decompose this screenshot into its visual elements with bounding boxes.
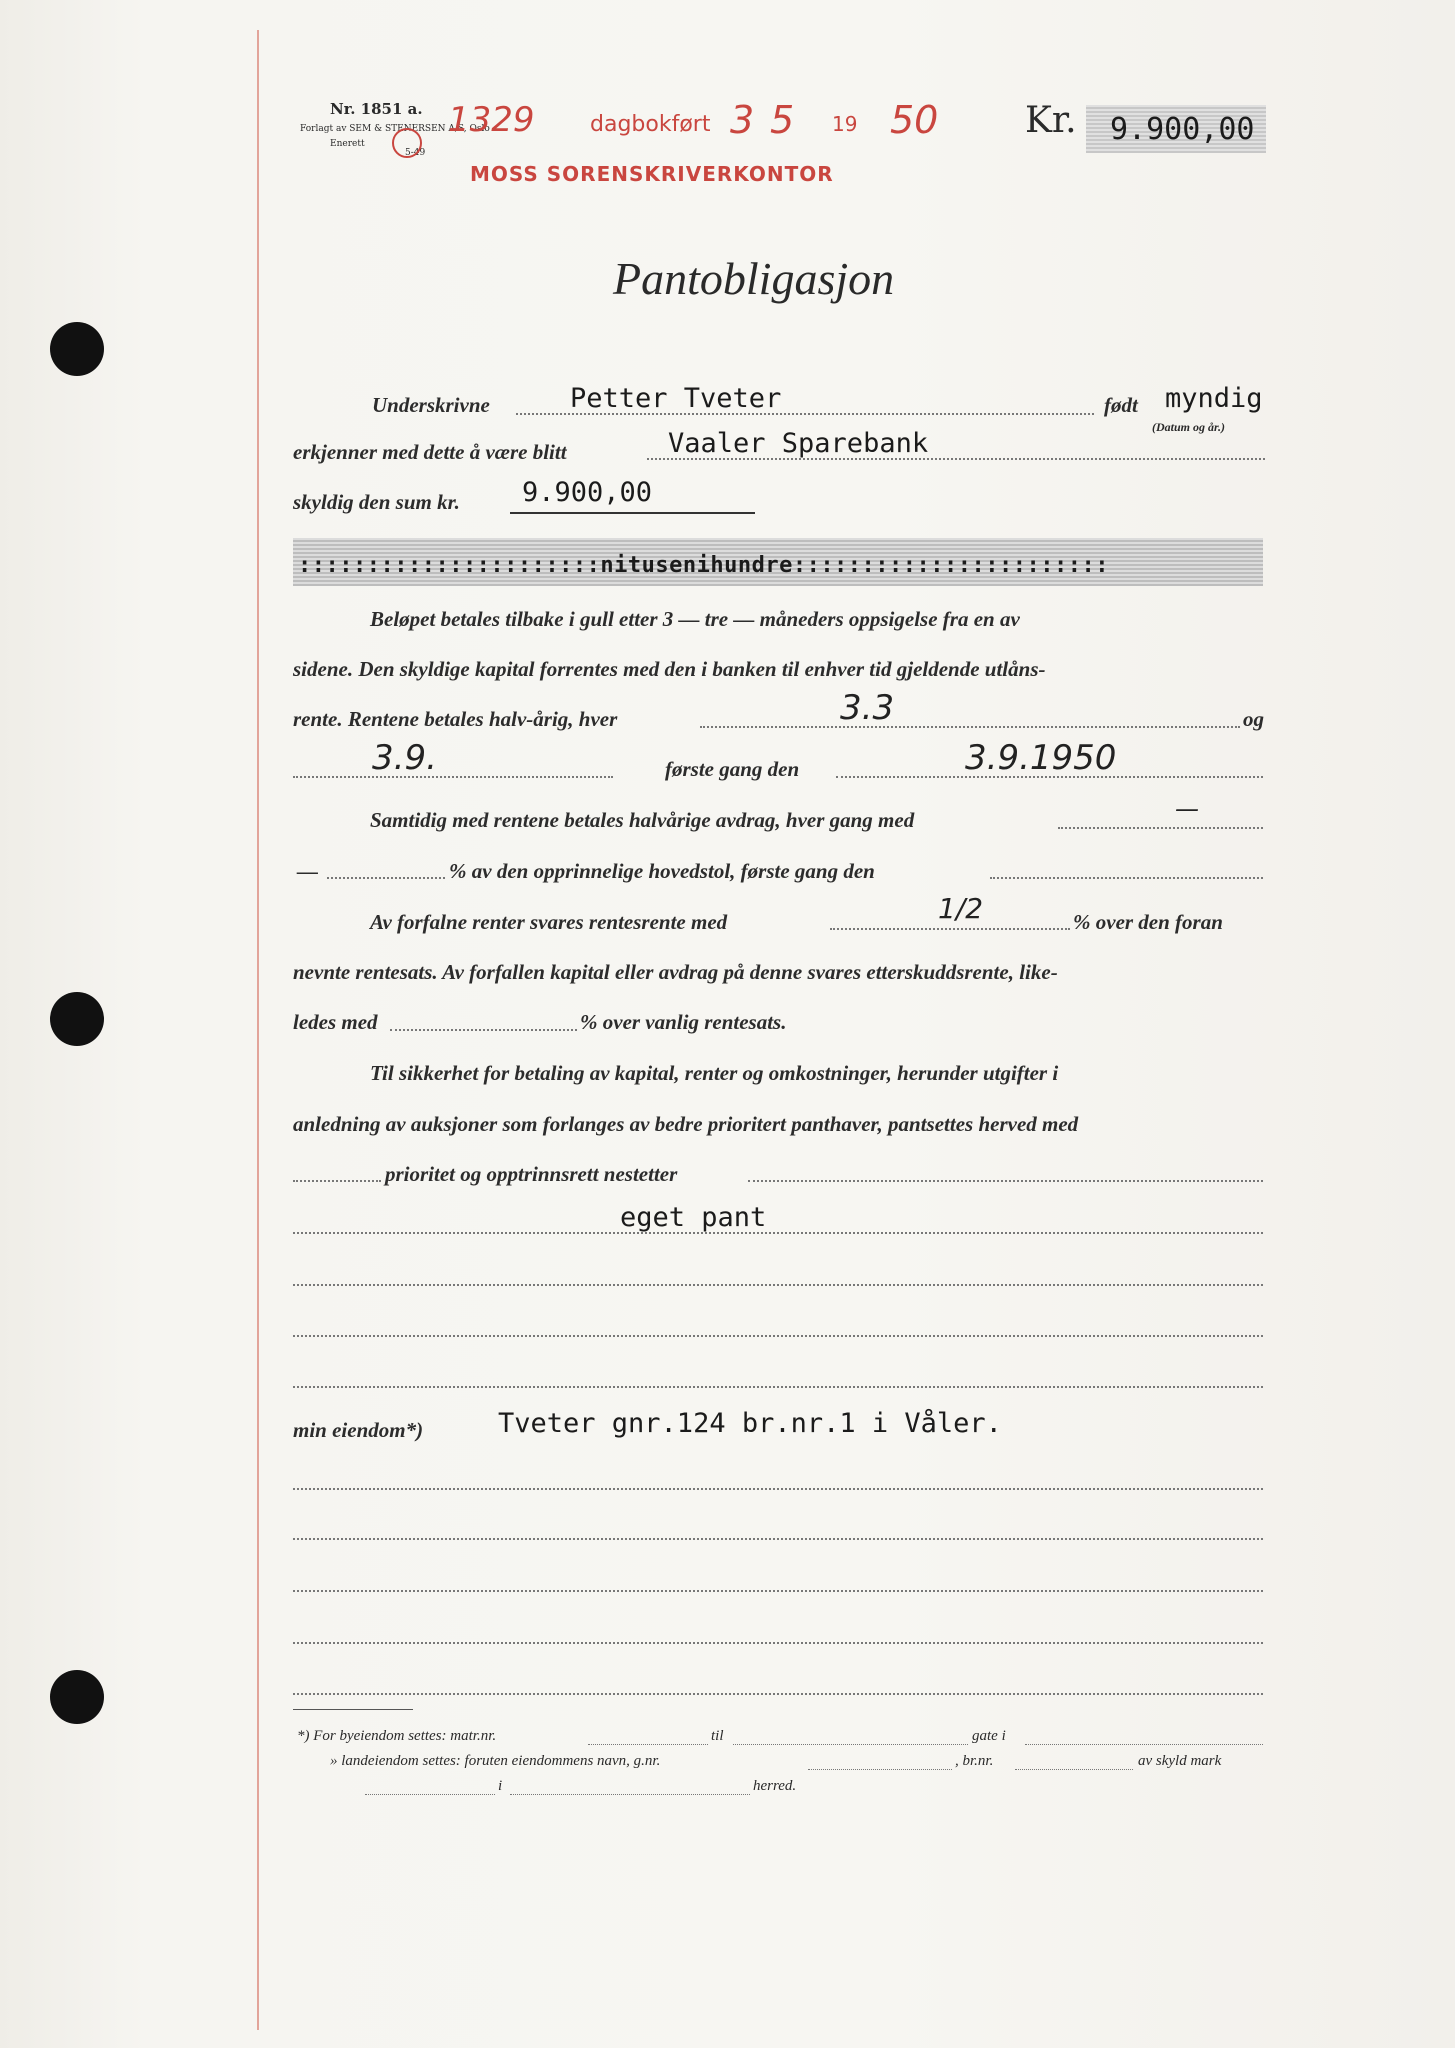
p2-pct-line (327, 877, 445, 879)
punch-hole-middle (50, 992, 104, 1046)
p1-line1: Beløpet betales tilbake i gull etter 3 — tre — måneders oppsigelse fra en av (370, 607, 1020, 631)
footnote-line2-b: , br.nr. (955, 1753, 994, 1769)
p4-blank-line-3 (293, 1335, 1263, 1337)
stamp-word: dagbokført (590, 112, 711, 137)
p3-line1: Av forfalne renter svares rentesrente med (370, 910, 728, 934)
property-line-5 (293, 1693, 1263, 1695)
footnote-fill-2 (733, 1744, 968, 1745)
p2-line2-fill (990, 877, 1263, 879)
owed-value: 9.900,00 (522, 477, 653, 508)
footnote-line1-b: til (711, 1728, 724, 1744)
p3-line3-fill (390, 1029, 577, 1031)
footnote-fill-5 (1015, 1769, 1133, 1770)
p3-line1-b: % over den foran (1073, 910, 1223, 934)
stamp-month: 5 (770, 98, 795, 142)
margin-line (257, 30, 259, 2030)
p1-line3: rente. Rentene betales halv-årig, hver (293, 707, 618, 731)
property-value: Tveter gnr.124 br.nr.1 i Våler. (498, 1408, 1002, 1439)
stamp-seal-icon (392, 128, 422, 158)
property-line-2 (293, 1538, 1263, 1540)
owed-line (510, 512, 755, 514)
p2-line1: Samtidig med rentene betales halvårige avdrag, hver gang med (370, 808, 915, 832)
footnote-line1-c: gate i (972, 1728, 1006, 1744)
p4-line2: anledning av auksjoner som forlanges av bedre prioritert panthaver, pantsettes herved med (293, 1112, 1079, 1136)
p2-line2-prefix: — (297, 859, 318, 883)
p4-blank-line-1 (293, 1232, 1263, 1234)
property-line-3 (293, 1590, 1263, 1592)
footnote-rule (293, 1709, 413, 1710)
p2-line1-fill (1058, 827, 1263, 829)
footnote-fill-7 (510, 1794, 750, 1795)
p4-line1: Til sikkerhet for betaling av kapital, renter og omkostninger, herunder utgifter i (370, 1061, 1059, 1085)
p4-blank-line-2 (293, 1284, 1263, 1286)
punch-hole-top (50, 322, 104, 376)
born-value: myndig (1165, 383, 1263, 414)
kr-label: Kr. (1025, 100, 1077, 141)
property-line-4 (293, 1642, 1263, 1644)
p1-line2: sidene. Den skyldige kapital forrentes med den i banken til enhver tid gjeldende utlåns- (293, 657, 1046, 681)
p1-date-line (293, 776, 613, 778)
punch-hole-bottom (50, 1670, 104, 1724)
undersigned-label: Underskrivne (372, 393, 490, 417)
footnote-line3-a: i (498, 1778, 503, 1794)
stamp-office: MOSS SORENSKRIVERKONTOR (470, 162, 834, 186)
footnote-line3-b: herred. (753, 1778, 797, 1794)
p4-value: eget pant (620, 1202, 767, 1233)
publisher-date: 5-49 (405, 148, 426, 158)
p3-rate-value: 1/2 (938, 892, 984, 925)
publisher-enerett: Enerett (330, 139, 365, 149)
footnote-fill-4 (808, 1769, 952, 1770)
p3-line3-b: % over vanlig rentesats. (580, 1010, 787, 1034)
p4-blank-line-4 (293, 1386, 1263, 1388)
stamp-number: 1329 (448, 100, 535, 140)
p3-line2: nevnte rentesats. Av forfallen kapital eller avdrag på denne svares etterskuddsrente, like- (293, 960, 1058, 984)
born-hint: (Datum og år.) (1152, 420, 1226, 434)
born-label: født (1104, 393, 1138, 417)
footnote-fill-6 (365, 1794, 495, 1795)
form-number: Nr. 1851 a. (330, 100, 423, 118)
property-line-1 (293, 1488, 1263, 1490)
stamp-year: 50 (890, 98, 939, 142)
footnote-fill-1 (588, 1744, 708, 1745)
p2-line1-value: — (1175, 795, 1199, 823)
footnote-line2-c: av skyld mark (1138, 1753, 1222, 1769)
publisher-line: Forlagt av SEM & STENERSEN A/S, Oslo (300, 124, 490, 134)
property-label: min eiendom*) (293, 1418, 424, 1442)
p1-og: og (1243, 707, 1264, 731)
p3-rate-line (830, 928, 1070, 930)
footnote-line2-a: » landeiendom settes: foruten eiendommens navn, g.nr. (330, 1753, 661, 1769)
p3-line3: ledes med (293, 1010, 378, 1034)
creditor-value: Vaaler Sparebank (668, 428, 929, 459)
acknowledge-label: erkjenner med dette å være blitt (293, 440, 567, 464)
footnote-fill-3 (1025, 1744, 1263, 1745)
p1-hver-value: 3.3 (840, 688, 895, 728)
p4-line3: prioritet og opptrinnsrett nestetter (385, 1162, 678, 1186)
p4-line3-fill (748, 1180, 1263, 1182)
p1-first-value: 3.9.1950 (965, 738, 1117, 778)
amount-words: ::::::::::::::::::::::nitusenihundre::::::::::::::::::::::: (298, 553, 1109, 578)
kr-amount: 9.900,00 (1110, 112, 1255, 147)
owed-label: skyldig den sum kr. (293, 490, 460, 514)
footnote-line1-a: *) For byeiendom settes: matr.nr. (297, 1728, 497, 1744)
p1-date-value: 3.9. (372, 738, 437, 778)
p1-first-label: første gang den (665, 757, 800, 781)
stamp-year-prefix: 19 (832, 112, 858, 136)
p2-line2: % av den opprinnelige hovedstol, første gang den (449, 859, 875, 883)
undersigned-value: Petter Tveter (570, 383, 782, 414)
p4-line3-lead (293, 1180, 381, 1182)
page-title: Pantobligasjon (613, 253, 895, 304)
p1-hver-line (700, 726, 1240, 728)
stamp-day: 3 (730, 98, 755, 142)
